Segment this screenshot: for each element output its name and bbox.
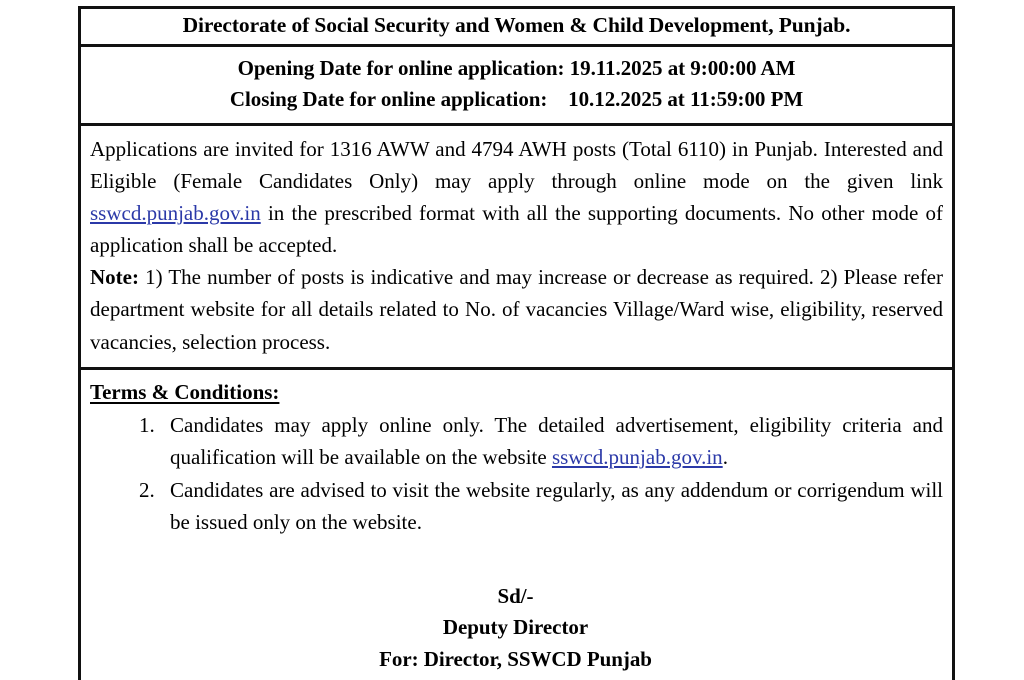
applications-paragraph-part2: in the prescribed format with all the supporting documents. No other mode of application shall be accepted.	[90, 201, 943, 258]
terms-item-1-text: Candidates may apply online only. The detailed advertisement, eligibility criteria and qualification will be available on the website	[170, 413, 943, 470]
dates-row	[81, 47, 952, 126]
terms-list	[90, 409, 943, 539]
terms-item-1-text-after: .	[722, 445, 728, 470]
signature-sd: Sd/-	[497, 583, 534, 608]
terms-heading: Terms & Conditions:	[90, 379, 280, 404]
body-row	[81, 126, 952, 370]
note-item-1: 1) The number of posts is indicative and may increase or decrease as required.	[138, 265, 814, 290]
sswcd-website-link[interactable]: sswcd.punjab.gov.in	[90, 201, 261, 226]
closing-date-line: Closing Date for online application: 10.12.2025 at 11:59:00 PM	[229, 86, 804, 111]
note-label: Note:	[90, 265, 139, 290]
terms-list-item	[160, 409, 943, 473]
signature-block	[90, 581, 943, 677]
terms-list-item	[160, 474, 943, 538]
signature-designation: Deputy Director	[442, 615, 589, 640]
note-item-2: 2) Please refer department website for all details related to No. of vacancies Village/Ward wise, eligibility, reserved vacancies, selection process.	[90, 265, 943, 354]
opening-date-line: Opening Date for online application: 19.11.2025 at 9:00:00 AM	[237, 55, 796, 80]
sswcd-website-link[interactable]: sswcd.punjab.gov.in	[551, 445, 723, 470]
department-title: Directorate of Social Security and Women & Child Development, Punjab.	[182, 13, 851, 37]
terms-row	[81, 370, 952, 680]
applications-paragraph	[90, 133, 943, 262]
note-paragraph	[90, 261, 943, 357]
department-header-row	[81, 9, 952, 47]
terms-item-2-text: Candidates are advised to visit the website regularly, as any addendum or corrigendum will be issued only on the website.	[170, 478, 943, 535]
notice-box	[78, 6, 955, 680]
applications-paragraph-part1: Applications are invited for 1316 AWW and 4794 AWH posts (Total 6110) in Punjab. Interested and Eligible (Female Candidates Only) may apply through online mode on the given link	[90, 136, 943, 193]
signature-for-line: For: Director, SSWCD Punjab	[379, 647, 652, 672]
